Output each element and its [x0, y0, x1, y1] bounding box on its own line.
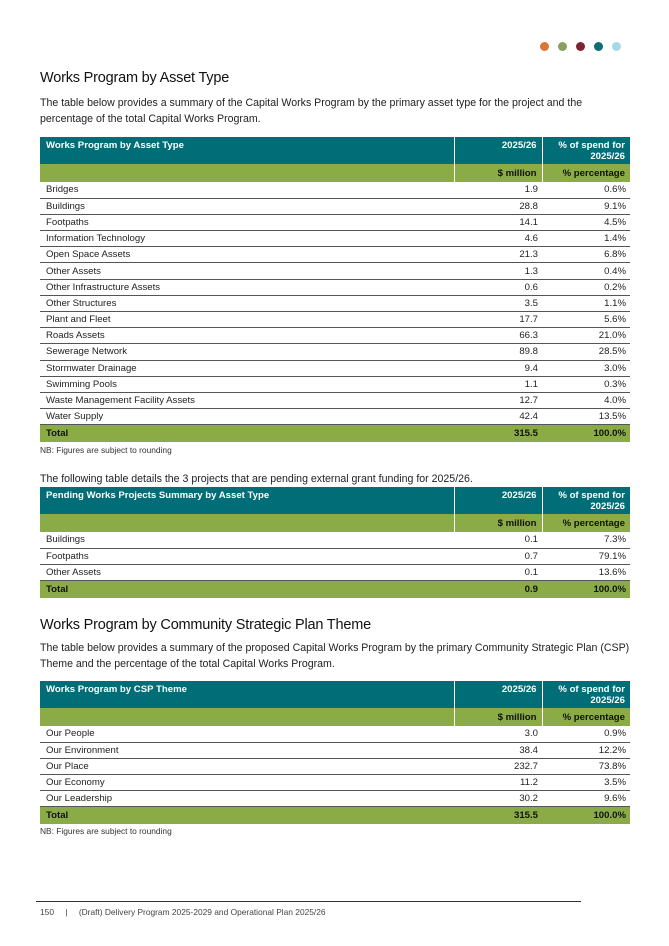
table-row [40, 328, 630, 344]
row-label: Buildings [40, 198, 454, 214]
table-row [40, 247, 630, 263]
row-label: Buildings [40, 532, 454, 548]
col-header-csp-theme: Works Program by CSP Theme [40, 681, 454, 708]
total-value: 0.9 [454, 581, 542, 598]
row-value: 38.4 [454, 742, 542, 758]
row-value: 42.4 [454, 409, 542, 425]
row-label: Other Infrastructure Assets [40, 279, 454, 295]
row-value: 17.7 [454, 312, 542, 328]
table-row [40, 263, 630, 279]
table-row [40, 791, 630, 807]
dot-olive [558, 42, 567, 51]
total-label: Total [40, 807, 454, 824]
row-label: Swimming Pools [40, 376, 454, 392]
row-value: 0.6 [454, 279, 542, 295]
table-row [40, 360, 630, 376]
col-header-year: 2025/26 [454, 681, 542, 708]
footer-rule [36, 901, 581, 902]
unit-million: $ million [454, 708, 542, 726]
row-label: Other Assets [40, 564, 454, 580]
row-value: 14.1 [454, 214, 542, 230]
row-percentage: 1.1% [542, 295, 630, 311]
row-percentage: 5.6% [542, 312, 630, 328]
table-row [40, 182, 630, 198]
total-row [40, 807, 630, 824]
section-title-asset-type: Works Program by Asset Type [40, 70, 230, 86]
row-percentage: 73.8% [542, 758, 630, 774]
row-label: Our Leadership [40, 791, 454, 807]
col-header-pending: Pending Works Projects Summary by Asset Type [40, 487, 454, 514]
row-value: 1.3 [454, 263, 542, 279]
row-label: Stormwater Drainage [40, 360, 454, 376]
row-percentage: 28.5% [542, 344, 630, 360]
unit-percentage: % percentage [542, 514, 630, 532]
row-percentage: 13.5% [542, 409, 630, 425]
table-row [40, 409, 630, 425]
row-percentage: 6.8% [542, 247, 630, 263]
total-label: Total [40, 425, 454, 442]
table-csp-theme [40, 681, 630, 824]
table-row [40, 392, 630, 408]
total-value: 315.5 [454, 425, 542, 442]
footer-separator: | [65, 907, 68, 917]
table-row [40, 312, 630, 328]
row-label: Footpaths [40, 548, 454, 564]
row-label: Plant and Fleet [40, 312, 454, 328]
row-value: 4.6 [454, 231, 542, 247]
col-header-pct-spend: % of spend for 2025/26 [542, 487, 630, 514]
unit-cell-empty [40, 164, 454, 182]
row-percentage: 1.4% [542, 231, 630, 247]
row-label: Other Assets [40, 263, 454, 279]
dot-maroon [576, 42, 585, 51]
unit-million: $ million [454, 164, 542, 182]
table-row [40, 376, 630, 392]
col-header-year: 2025/26 [454, 137, 542, 164]
row-label: Water Supply [40, 409, 454, 425]
document-title: (Draft) Delivery Program 2025-2029 and Operational Plan 2025/26 [78, 907, 326, 917]
table-row [40, 758, 630, 774]
unit-percentage: % percentage [542, 164, 630, 182]
table-pending-projects [40, 487, 630, 598]
row-value: 9.4 [454, 360, 542, 376]
dot-teal [594, 42, 603, 51]
page-footer [40, 907, 326, 917]
table-row [40, 775, 630, 791]
unit-million: $ million [454, 514, 542, 532]
row-percentage: 4.0% [542, 392, 630, 408]
col-header-pct-spend: % of spend for 2025/26 [542, 137, 630, 164]
row-percentage: 4.5% [542, 214, 630, 230]
col-header-asset-type: Works Program by Asset Type [40, 137, 454, 164]
row-value: 11.2 [454, 775, 542, 791]
dot-orange [540, 42, 549, 51]
table-row [40, 742, 630, 758]
row-value: 1.9 [454, 182, 542, 198]
table-row [40, 726, 630, 742]
row-percentage: 12.2% [542, 742, 630, 758]
row-label: Roads Assets [40, 328, 454, 344]
total-percentage: 100.0% [542, 581, 630, 598]
table-row [40, 564, 630, 580]
row-value: 0.7 [454, 548, 542, 564]
row-label: Sewerage Network [40, 344, 454, 360]
section-intro-pending: The following table details the 3 projects that are pending external grant funding for 2025/26. [40, 473, 473, 485]
rounding-note: NB: Figures are subject to rounding [40, 826, 172, 836]
section-intro-asset-type: The table below provides a summary of the Capital Works Program by the primary asset type for the project and the percentage of the total Capital Works Program. [40, 97, 583, 125]
table-row [40, 344, 630, 360]
table-row [40, 548, 630, 564]
total-value: 315.5 [454, 807, 542, 824]
col-header-year: 2025/26 [454, 487, 542, 514]
table-row [40, 214, 630, 230]
row-percentage: 0.9% [542, 726, 630, 742]
row-value: 0.1 [454, 564, 542, 580]
page-number: 150 [40, 907, 54, 917]
section-title-csp-theme: Works Program by Community Strategic Plan Theme [40, 617, 371, 633]
row-percentage: 3.0% [542, 360, 630, 376]
row-value: 89.8 [454, 344, 542, 360]
row-percentage: 0.4% [542, 263, 630, 279]
total-row [40, 425, 630, 442]
row-label: Our Place [40, 758, 454, 774]
unit-cell-empty [40, 514, 454, 532]
table-row [40, 279, 630, 295]
row-value: 28.8 [454, 198, 542, 214]
row-percentage: 21.0% [542, 328, 630, 344]
col-header-pct-spend: % of spend for 2025/26 [542, 681, 630, 708]
row-percentage: 9.1% [542, 198, 630, 214]
row-percentage: 0.2% [542, 279, 630, 295]
dot-light-blue [612, 42, 621, 51]
row-label: Open Space Assets [40, 247, 454, 263]
table-asset-type [40, 137, 630, 442]
table-row [40, 532, 630, 548]
row-label: Information Technology [40, 231, 454, 247]
total-percentage: 100.0% [542, 807, 630, 824]
row-label: Our Environment [40, 742, 454, 758]
row-percentage: 3.5% [542, 775, 630, 791]
row-value: 3.0 [454, 726, 542, 742]
table-row [40, 295, 630, 311]
row-percentage: 79.1% [542, 548, 630, 564]
row-percentage: 0.6% [542, 182, 630, 198]
row-percentage: 13.6% [542, 564, 630, 580]
unit-percentage: % percentage [542, 708, 630, 726]
total-label: Total [40, 581, 454, 598]
decorative-dots [540, 42, 621, 51]
rounding-note: NB: Figures are subject to rounding [40, 445, 172, 455]
row-label: Our Economy [40, 775, 454, 791]
row-percentage: 0.3% [542, 376, 630, 392]
row-value: 12.7 [454, 392, 542, 408]
row-value: 1.1 [454, 376, 542, 392]
row-label: Waste Management Facility Assets [40, 392, 454, 408]
row-value: 66.3 [454, 328, 542, 344]
row-label: Other Structures [40, 295, 454, 311]
row-value: 30.2 [454, 791, 542, 807]
unit-cell-empty [40, 708, 454, 726]
table-row [40, 231, 630, 247]
row-value: 232.7 [454, 758, 542, 774]
total-row [40, 581, 630, 598]
row-percentage: 9.6% [542, 791, 630, 807]
row-value: 3.5 [454, 295, 542, 311]
row-label: Our People [40, 726, 454, 742]
row-percentage: 7.3% [542, 532, 630, 548]
table-row [40, 198, 630, 214]
row-value: 21.3 [454, 247, 542, 263]
row-value: 0.1 [454, 532, 542, 548]
row-label: Bridges [40, 182, 454, 198]
section-intro-csp-theme: The table below provides a summary of the proposed Capital Works Program by the primary Community Strategic Plan (CSP) Theme and the percentage of the total Capital Works Program. [40, 642, 630, 670]
total-percentage: 100.0% [542, 425, 630, 442]
row-label: Footpaths [40, 214, 454, 230]
